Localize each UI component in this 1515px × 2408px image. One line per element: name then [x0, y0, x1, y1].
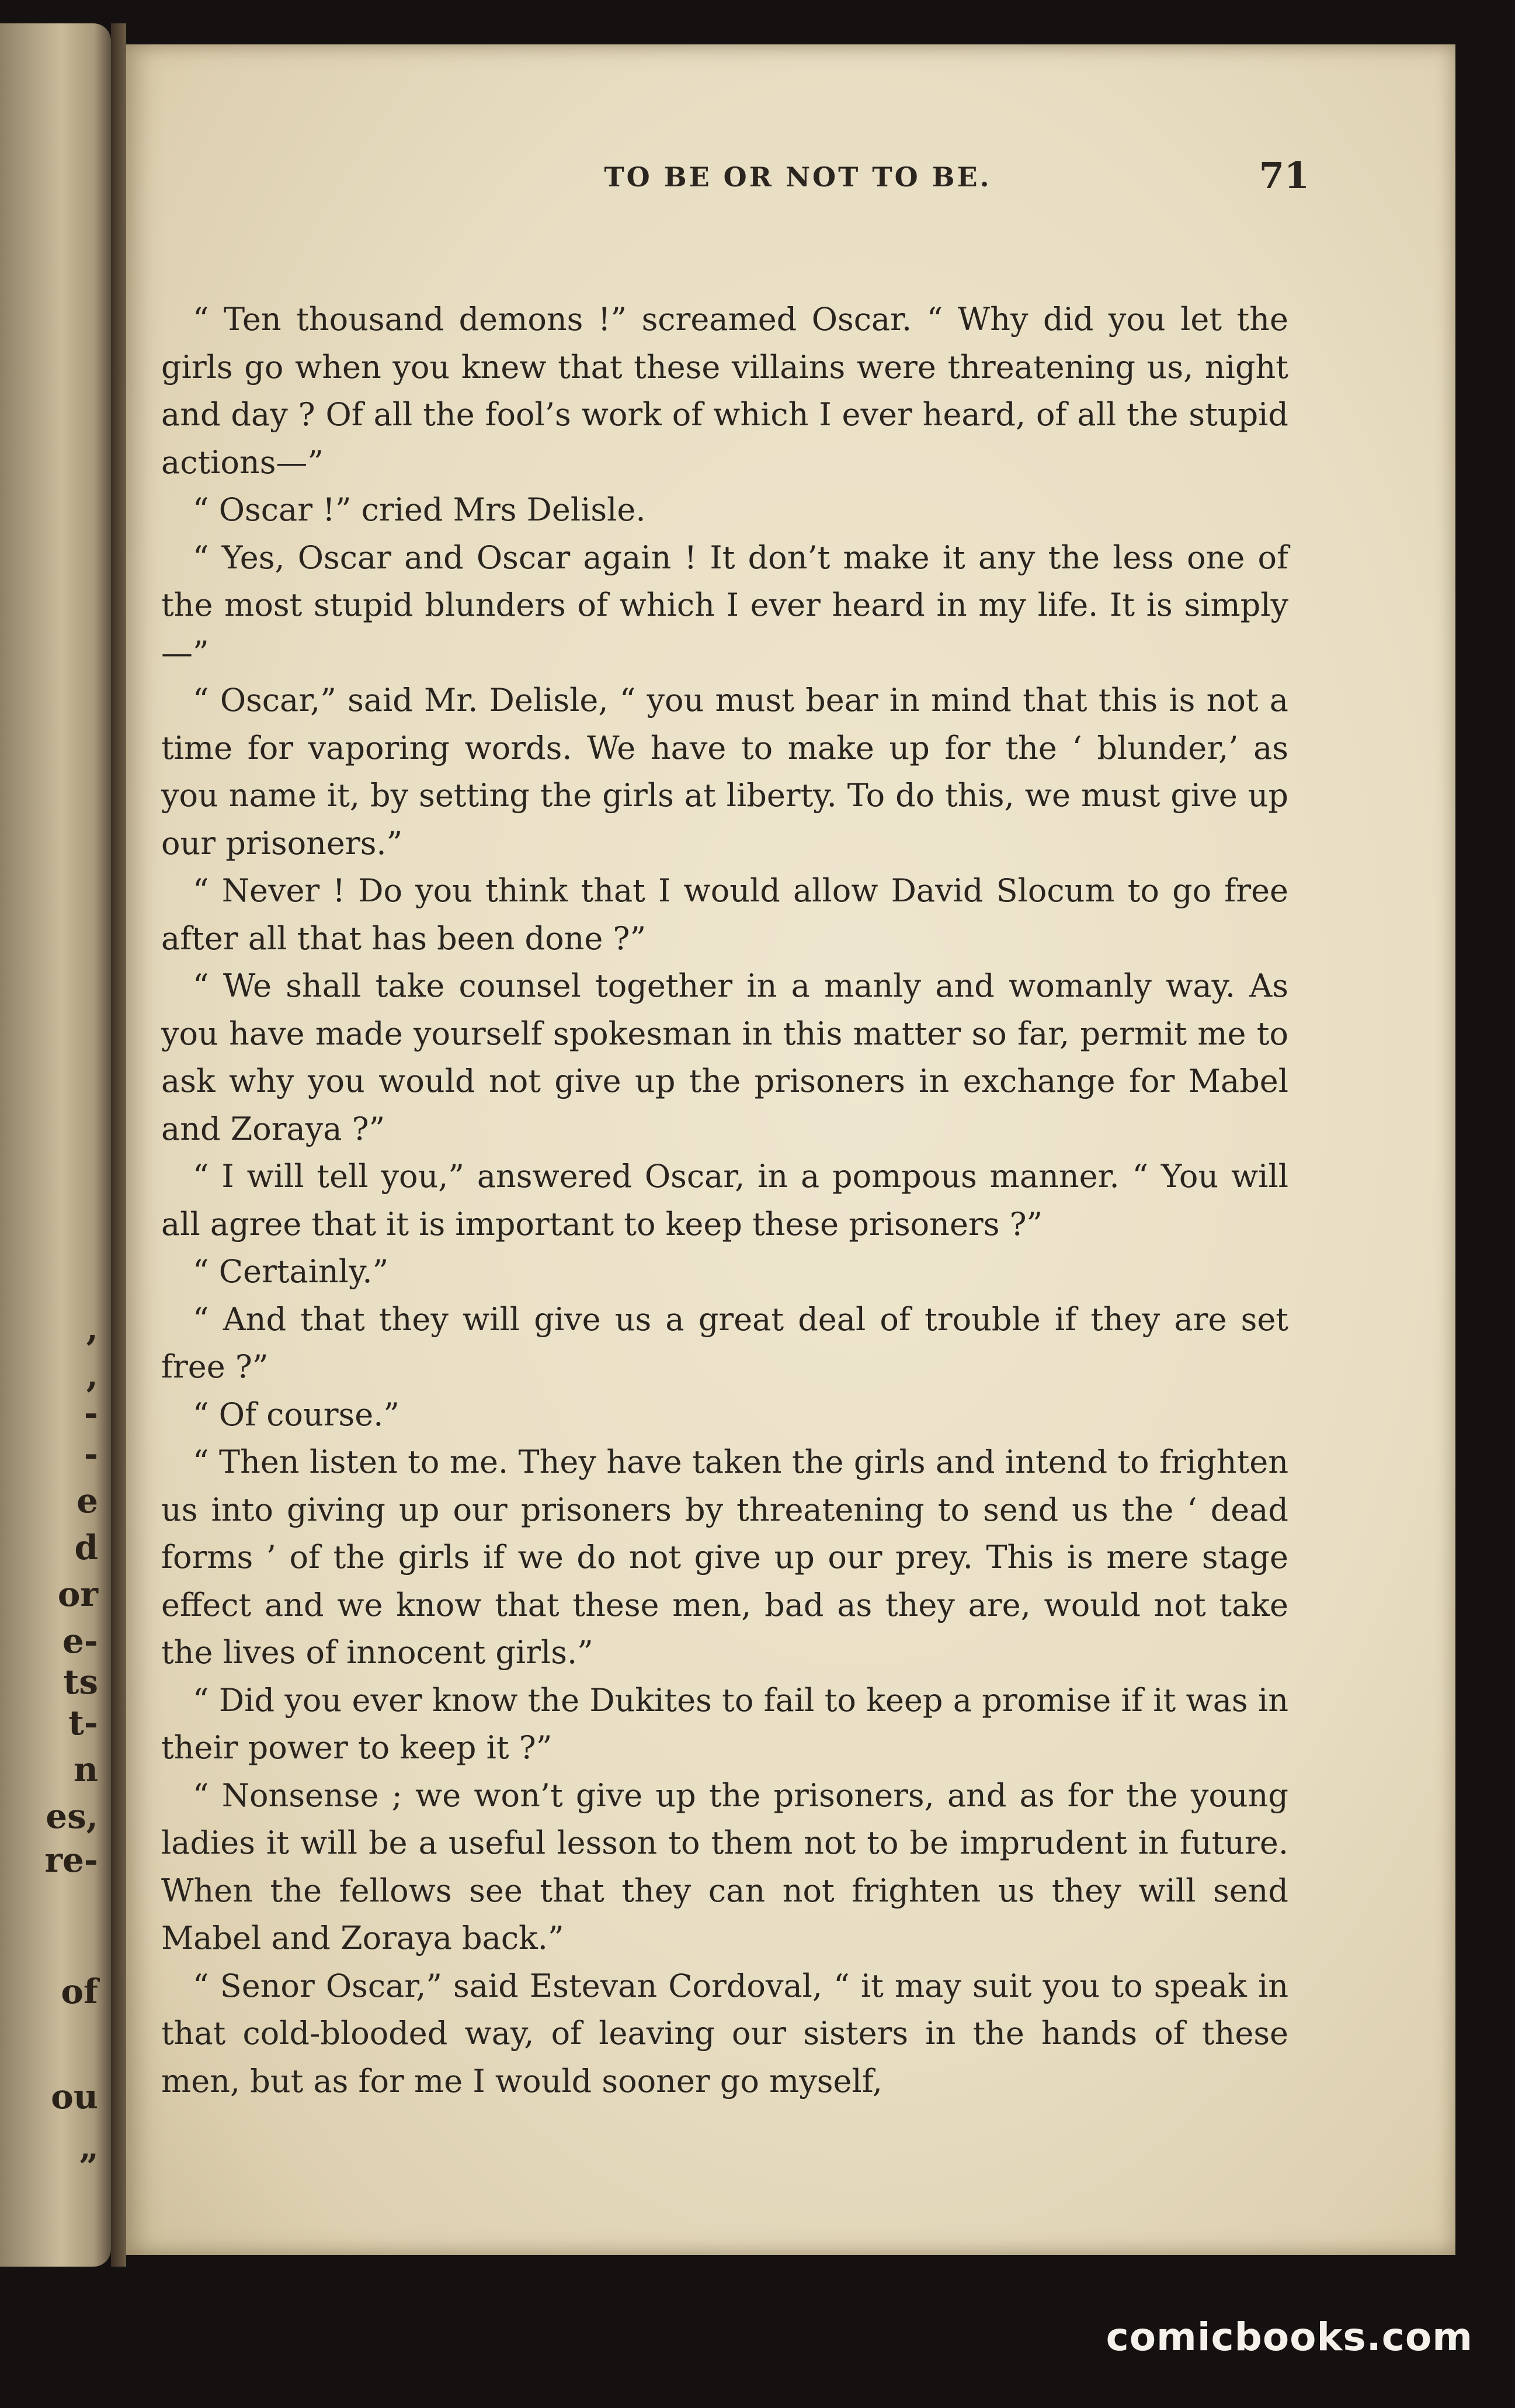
paragraph: “ Never ! Do you think that I would allow David Slocum to go free after all that has been done ?” — [161, 872, 1288, 957]
facing-page-fragment: - — [84, 1434, 98, 1474]
facing-page-fragment: or — [57, 1574, 98, 1614]
watermark: comicbooks.com — [1106, 2315, 1473, 2360]
facing-page-fragment: - — [84, 1393, 98, 1433]
facing-page-fragment: n — [73, 1750, 98, 1789]
paragraph: “ Oscar !” cried Mrs Delisle. — [193, 491, 646, 528]
paragraph: “ Then listen to me. They have taken the girls and intend to frighten us into giving up our prisoners by threatening to send us the ‘ dead forms ’ of the girls if we do not give up our prey. This is mere stage effect and we know that these men, bad as they are, would not take the lives of innocent girls.” — [161, 1444, 1288, 1671]
facing-page-fragment: , — [86, 1355, 98, 1395]
paragraph: “ I will tell you,” answered Oscar, in a pompous manner. “ You will all agree that it is important to keep these prisoners ?” — [161, 1158, 1288, 1243]
facing-page-fragment: re- — [44, 1840, 98, 1880]
facing-page — [0, 23, 111, 2267]
paragraph: “ Certainly.” — [193, 1253, 389, 1290]
paragraph: “ We shall take counsel together in a manly and womanly way. As you have made yourself spokesman in this matter so far, permit me to ask why you would not give up the prisoners in exchange for Mabel and Zoraya ?” — [161, 967, 1288, 1147]
facing-page-fragment: e- — [62, 1621, 98, 1661]
facing-page-fragment: of — [61, 1972, 98, 2011]
body-text — [161, 296, 1288, 2105]
paragraph: “ Senor Oscar,” said Estevan Cordoval, “ it may suit you to speak in that cold-blooded way, of leaving our sisters in the hands of these men, but as for me I would sooner go myself, — [161, 1967, 1288, 2100]
paragraph: “ And that they will give us a great deal of trouble if they are set free ?” — [161, 1300, 1288, 1385]
facing-page-fragment: es, — [46, 1796, 98, 1836]
paragraph: “ Of course.” — [193, 1396, 399, 1433]
facing-page-fragment: d — [74, 1528, 98, 1567]
facing-page-fragment: ts — [63, 1662, 98, 1702]
paragraph: “ Did you ever know the Dukites to fail to keep a promise if it was in their power to keep it ?” — [161, 1681, 1288, 1766]
facing-page-fragment: t- — [68, 1703, 98, 1743]
facing-page-fragment: e — [77, 1481, 98, 1521]
facing-page-fragment: , — [86, 1309, 98, 1348]
facing-page-fragment: ou — [51, 2077, 98, 2116]
paragraph: “ Oscar,” said Mr. Delisle, “ you must bear in mind that this is not a time for vaporing words. We have to make up for the ‘ blunder,’ as you name it, by setting the girls at liberty. To do this, we must give up our prisoners.” — [161, 682, 1288, 862]
paragraph: “ Yes, Oscar and Oscar again ! It don’t make it any the less one of the most stupid blunders of which I ever heard in my life. It is simply—” — [161, 539, 1288, 671]
book-page — [126, 44, 1455, 2255]
facing-page-fragment: ” — [78, 2147, 98, 2187]
paragraph: “ Ten thousand demons !” screamed Oscar. “ Why did you let the girls go when you knew that these villains were threatening us, night and day ? Of all the fool’s work of which I ever heard, of all the stupid actions—” — [161, 301, 1288, 481]
running-head: TO BE OR NOT TO BE. — [604, 161, 992, 193]
book-gutter — [111, 23, 126, 2267]
paragraph: “ Nonsense ; we won’t give up the prisoners, and as for the young ladies it will be a useful lesson to them not to be imprudent in future. When the fellows see that they can not frighten us they will send Mabel and Zoraya back.” — [161, 1776, 1288, 1956]
page-number: 71 — [1259, 154, 1309, 197]
